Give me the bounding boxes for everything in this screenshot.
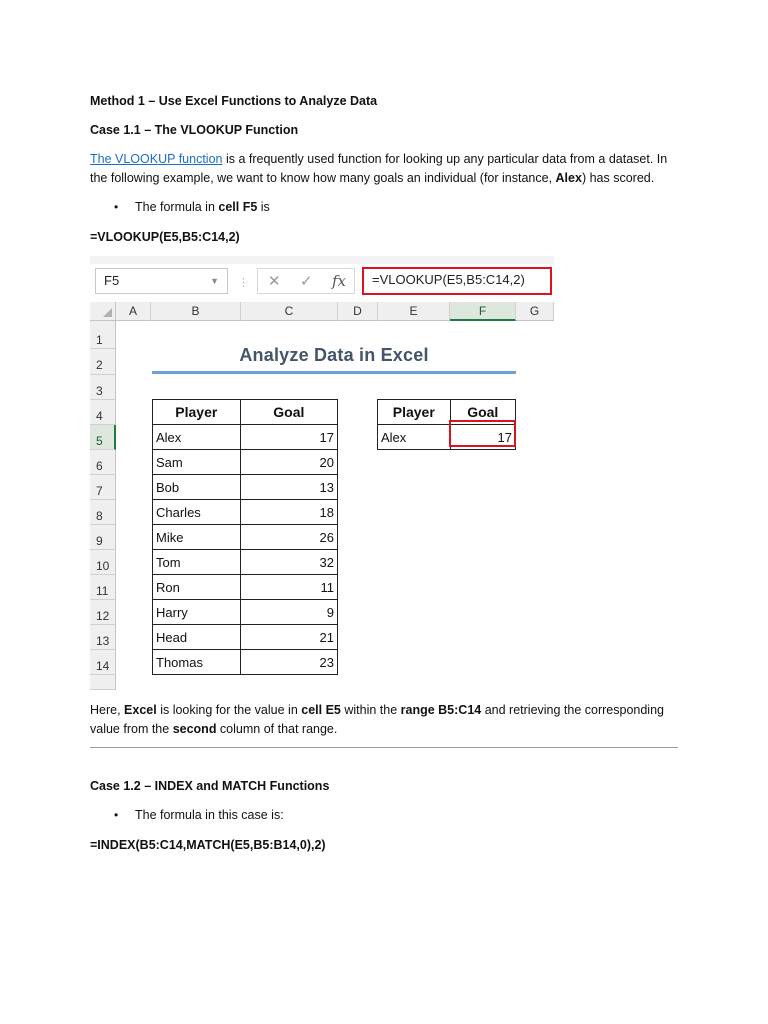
col-header-d[interactable]: D [338, 302, 378, 321]
col-header-f[interactable]: F [450, 302, 516, 321]
formula-input[interactable]: =VLOOKUP(E5,B5:C14,2) [362, 267, 552, 295]
table-header: Player [378, 400, 451, 425]
case2-heading: Case 1.2 – INDEX and MATCH Functions [90, 779, 330, 793]
formula-buttons [257, 268, 355, 294]
bullet1-post: is [257, 200, 270, 214]
vlookup-link[interactable]: The VLOOKUP function [90, 152, 223, 166]
explain-bold: range B5:C14 [400, 703, 482, 717]
cell[interactable]: Harry [153, 600, 241, 625]
explain-bold: cell E5 [301, 703, 341, 717]
table-header: Player [153, 400, 241, 425]
cancel-icon[interactable]: ✕ [268, 273, 281, 290]
table-row [153, 650, 338, 675]
player-goal-table [152, 399, 338, 675]
cell[interactable]: 11 [240, 575, 337, 600]
cell[interactable]: Head [153, 625, 241, 650]
bullet2-text: The formula in this case is: [135, 808, 284, 822]
col-header-b[interactable]: B [151, 302, 241, 321]
cell[interactable]: Charles [153, 500, 241, 525]
function-fx-icon[interactable]: fx [332, 272, 347, 290]
cell[interactable]: Bob [153, 475, 241, 500]
cell[interactable]: 26 [240, 525, 337, 550]
row-header[interactable]: 8 [90, 500, 116, 525]
cell[interactable]: 23 [240, 650, 337, 675]
row-header[interactable]: 4 [90, 400, 116, 425]
table-header: Goal [240, 400, 337, 425]
row-header[interactable]: 13 [90, 625, 116, 650]
worksheet-grid [90, 302, 554, 690]
bullet-icon: • [114, 200, 119, 214]
intro-text-2: ) has scored. [581, 171, 655, 185]
explain-bold: second [172, 722, 217, 736]
col-header-g[interactable]: G [516, 302, 554, 321]
table-row [153, 425, 338, 450]
enter-check-icon[interactable]: ✓ [300, 273, 313, 290]
formula1: =VLOOKUP(E5,B5:C14,2) [90, 230, 240, 244]
col-header-e[interactable]: E [378, 302, 450, 321]
intro-bold-alex: Alex [555, 171, 582, 185]
table-row [153, 550, 338, 575]
cell[interactable]: Sam [153, 450, 241, 475]
row-header [90, 675, 116, 690]
cell[interactable]: 9 [240, 600, 337, 625]
explain-text: is looking for the value in [156, 703, 302, 717]
row-header[interactable]: 11 [90, 575, 116, 600]
col-header-c[interactable]: C [241, 302, 338, 321]
more-options-icon: ⋮ [238, 277, 249, 289]
explain-text: and retrieving the corresponding value from the [90, 703, 664, 736]
row-header[interactable]: 3 [90, 375, 116, 400]
explain-text: within the [340, 703, 401, 717]
method-heading: Method 1 – Use Excel Functions to Analyze Data [90, 94, 378, 108]
excel-screenshot [90, 256, 554, 690]
section-divider [90, 747, 678, 748]
row-header[interactable]: 10 [90, 550, 116, 575]
select-all-corner[interactable] [90, 302, 116, 321]
row-header[interactable]: 7 [90, 475, 116, 500]
table-row [153, 500, 338, 525]
cell[interactable]: Tom [153, 550, 241, 575]
name-box-value: F5 [104, 273, 120, 288]
cell[interactable]: 17 [240, 425, 337, 450]
table-row [153, 625, 338, 650]
row-header[interactable]: 6 [90, 450, 116, 475]
cell[interactable]: 13 [240, 475, 337, 500]
formula2: =INDEX(B5:C14,MATCH(E5,B5:B14,0),2) [90, 838, 326, 852]
bullet1-bold: cell F5 [218, 200, 258, 214]
case1-heading: Case 1.1 – The VLOOKUP Function [90, 123, 299, 137]
row-header[interactable]: 5 [90, 425, 116, 450]
cell[interactable]: 32 [240, 550, 337, 575]
table-row [153, 525, 338, 550]
row-header[interactable]: 12 [90, 600, 116, 625]
explain-text: column of that range. [216, 722, 338, 736]
ribbon-edge [90, 256, 554, 264]
cell[interactable]: Ron [153, 575, 241, 600]
col-header-a[interactable]: A [116, 302, 151, 321]
cell[interactable]: 21 [240, 625, 337, 650]
sheet-title: Analyze Data in Excel [239, 345, 429, 365]
intro-paragraph [90, 150, 682, 188]
explanation-paragraph [90, 701, 682, 739]
cell[interactable]: Mike [153, 525, 241, 550]
row-header[interactable]: 9 [90, 525, 116, 550]
explain-text: Here, [90, 703, 125, 717]
table-row [153, 475, 338, 500]
cell-f5[interactable]: 17 [450, 425, 515, 450]
bullet-icon: • [114, 808, 119, 822]
row-header[interactable]: 14 [90, 650, 116, 675]
bullet1-text [135, 200, 270, 214]
title-underline [152, 371, 516, 374]
bullet1-pre: The formula in [135, 200, 219, 214]
active-cell-highlight [449, 420, 516, 447]
intro-text-1: is a frequently used function for looking up any particular data from a dataset. In the following example, we want to know how many goals an individual (for instance, [90, 152, 668, 185]
cell[interactable]: 18 [240, 500, 337, 525]
name-box[interactable] [95, 268, 228, 294]
table-row [153, 575, 338, 600]
cell-e5[interactable]: Alex [378, 425, 451, 450]
table-header: Goal [450, 400, 515, 425]
table-row [153, 600, 338, 625]
cell[interactable]: Thomas [153, 650, 241, 675]
cell[interactable]: 20 [240, 450, 337, 475]
explain-bold: Excel [124, 703, 157, 717]
row-header[interactable]: 2 [90, 349, 116, 375]
cell[interactable]: Alex [153, 425, 241, 450]
table-row [153, 450, 338, 475]
formula-bar [90, 264, 554, 302]
chevron-down-icon[interactable]: ▼ [210, 276, 219, 286]
row-header[interactable]: 1 [90, 321, 116, 349]
